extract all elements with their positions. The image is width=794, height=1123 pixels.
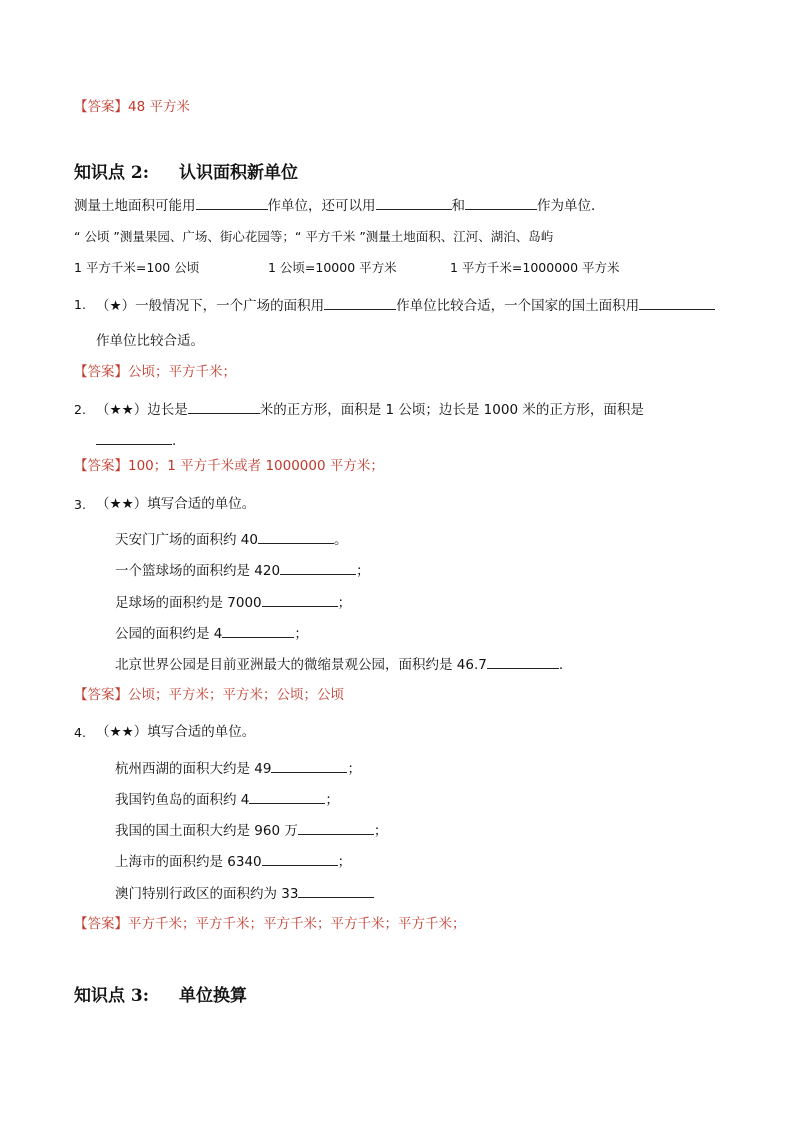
question-3-item	[115, 530, 347, 549]
section-3-heading	[74, 981, 247, 1006]
question-2-line-2	[96, 431, 176, 450]
question-4-title	[96, 723, 255, 741]
item-end: ；	[294, 626, 308, 642]
item-text: 北京世界公园是目前亚洲最大的微缩景观公园，面积约是 46.7	[115, 657, 487, 673]
answer-text: 48 平方米	[128, 99, 190, 115]
question-3-item	[115, 655, 563, 674]
blank-field	[262, 593, 338, 607]
item-end: .	[558, 657, 564, 673]
blank-field	[188, 400, 260, 414]
question-4-item	[115, 759, 361, 778]
intro-text: 和	[451, 198, 465, 214]
item-text: 天安门广场的面积约 40	[115, 532, 258, 548]
item-text: 我国钓鱼岛的面积约 4	[115, 792, 250, 808]
item-end: ；	[347, 761, 361, 777]
item-text: 公园的面积约是 4	[115, 626, 223, 642]
question-1-line-1	[96, 296, 715, 315]
item-text: 杭州西湖的面积大约是 49	[115, 761, 272, 777]
item-end: ；	[356, 563, 370, 579]
item-text: 一个篮球场的面积约是 420	[115, 563, 281, 579]
answer-tag: 【答案】	[74, 458, 128, 474]
blank-field	[324, 296, 396, 310]
answer-text: 100；1 平方千米或者 1000000 平方米；	[128, 458, 384, 474]
answer-text: 平方千米；平方千米；平方千米；平方千米；平方千米；	[128, 916, 466, 932]
item-end: ；	[373, 823, 388, 839]
blank-field	[376, 196, 452, 210]
question-4-item	[115, 852, 351, 871]
section-2-heading	[74, 158, 298, 183]
blank-field	[465, 196, 537, 210]
question-3-item	[115, 561, 370, 580]
question-4-item	[115, 821, 387, 840]
conversion-2: 1 公顷=10000 平方米	[268, 260, 397, 275]
conversion-3: 1 平方千米=1000000 平方米	[450, 260, 620, 275]
blank-field	[487, 655, 559, 669]
blank-field	[196, 196, 268, 210]
conversion-1: 1 平方千米=100 公顷	[74, 260, 200, 275]
blank-field	[96, 431, 172, 445]
question-text: 作单位比较合适，一个国家的国土面积用	[396, 298, 640, 314]
question-3-answer	[74, 686, 344, 704]
blank-field	[639, 296, 715, 310]
intro-text: 作单位，还可以用	[267, 198, 376, 214]
question-2-line-1	[96, 400, 644, 419]
question-text: 米的正方形，面积是 1 公顷；边长是 1000 米的正方形，面积是	[259, 402, 644, 418]
question-4-number: 4.	[74, 725, 86, 740]
intro-line-2: “ 公顷 ”测量果园、广场、街心花园等；“ 平方千米 ”测量土地面积、江河、湖泊、岛屿	[74, 229, 554, 244]
question-3-item	[115, 624, 308, 643]
answer-text: 公顷；平方千米；	[128, 364, 236, 380]
answer-tag: 【答案】	[74, 916, 128, 932]
blank-field	[222, 624, 294, 638]
difficulty-stars: （★★）	[96, 402, 148, 418]
section-3-title: 知识点 3:	[74, 986, 150, 1006]
question-text: 一般情况下，一个广场的面积用	[135, 298, 325, 314]
question-text: 填写合适的单位。	[147, 724, 256, 740]
section-2-subtitle: 认识面积新单位	[179, 163, 299, 183]
question-3-item	[115, 593, 351, 612]
question-text: .	[172, 433, 177, 449]
question-3-title	[96, 495, 255, 513]
blank-field	[249, 790, 325, 804]
item-end: ；	[337, 595, 352, 611]
question-1-answer	[74, 363, 236, 381]
blank-field	[298, 884, 374, 898]
question-text: 边长是	[147, 402, 188, 418]
question-2-answer	[74, 457, 384, 475]
intro-text: 测量土地面积可能用	[74, 198, 196, 214]
question-text: 填写合适的单位。	[147, 496, 256, 512]
item-end: ；	[325, 792, 339, 808]
item-text: 上海市的面积约是 6340	[115, 854, 262, 870]
question-1-number: 1.	[74, 297, 86, 312]
answer-tag: 【答案】	[74, 687, 128, 703]
question-4-item	[115, 790, 339, 809]
answer-line-top	[74, 98, 190, 116]
section-2-title: 知识点 2:	[74, 163, 150, 183]
answer-text: 公顷；平方米；平方米；公顷；公顷	[128, 687, 344, 703]
item-end: ；	[337, 854, 352, 870]
difficulty-stars: （★★）	[96, 724, 148, 740]
section-3-subtitle: 单位换算	[179, 986, 248, 1006]
answer-tag: 【答案】	[74, 364, 128, 380]
question-1-line-2: 作单位比较合适。	[96, 333, 204, 349]
question-4-item	[115, 884, 374, 903]
blank-field	[262, 852, 338, 866]
blank-field	[298, 821, 374, 835]
item-end: 。	[333, 532, 348, 548]
question-2-number: 2.	[74, 402, 86, 417]
difficulty-stars: （★）	[96, 298, 136, 314]
difficulty-stars: （★★）	[96, 496, 148, 512]
item-text: 我国的国土面积大约是 960 万	[115, 823, 298, 839]
answer-tag: 【答案】	[74, 99, 128, 115]
intro-line-1	[74, 196, 605, 215]
intro-text: 作为单位．	[537, 198, 605, 214]
question-3-number: 3.	[74, 497, 86, 512]
question-4-answer	[74, 915, 466, 933]
blank-field	[271, 759, 347, 773]
blank-field	[280, 561, 356, 575]
blank-field	[258, 530, 334, 544]
item-text: 足球场的面积约是 7000	[115, 595, 262, 611]
item-text: 澳门特别行政区的面积约为 33	[115, 886, 299, 902]
